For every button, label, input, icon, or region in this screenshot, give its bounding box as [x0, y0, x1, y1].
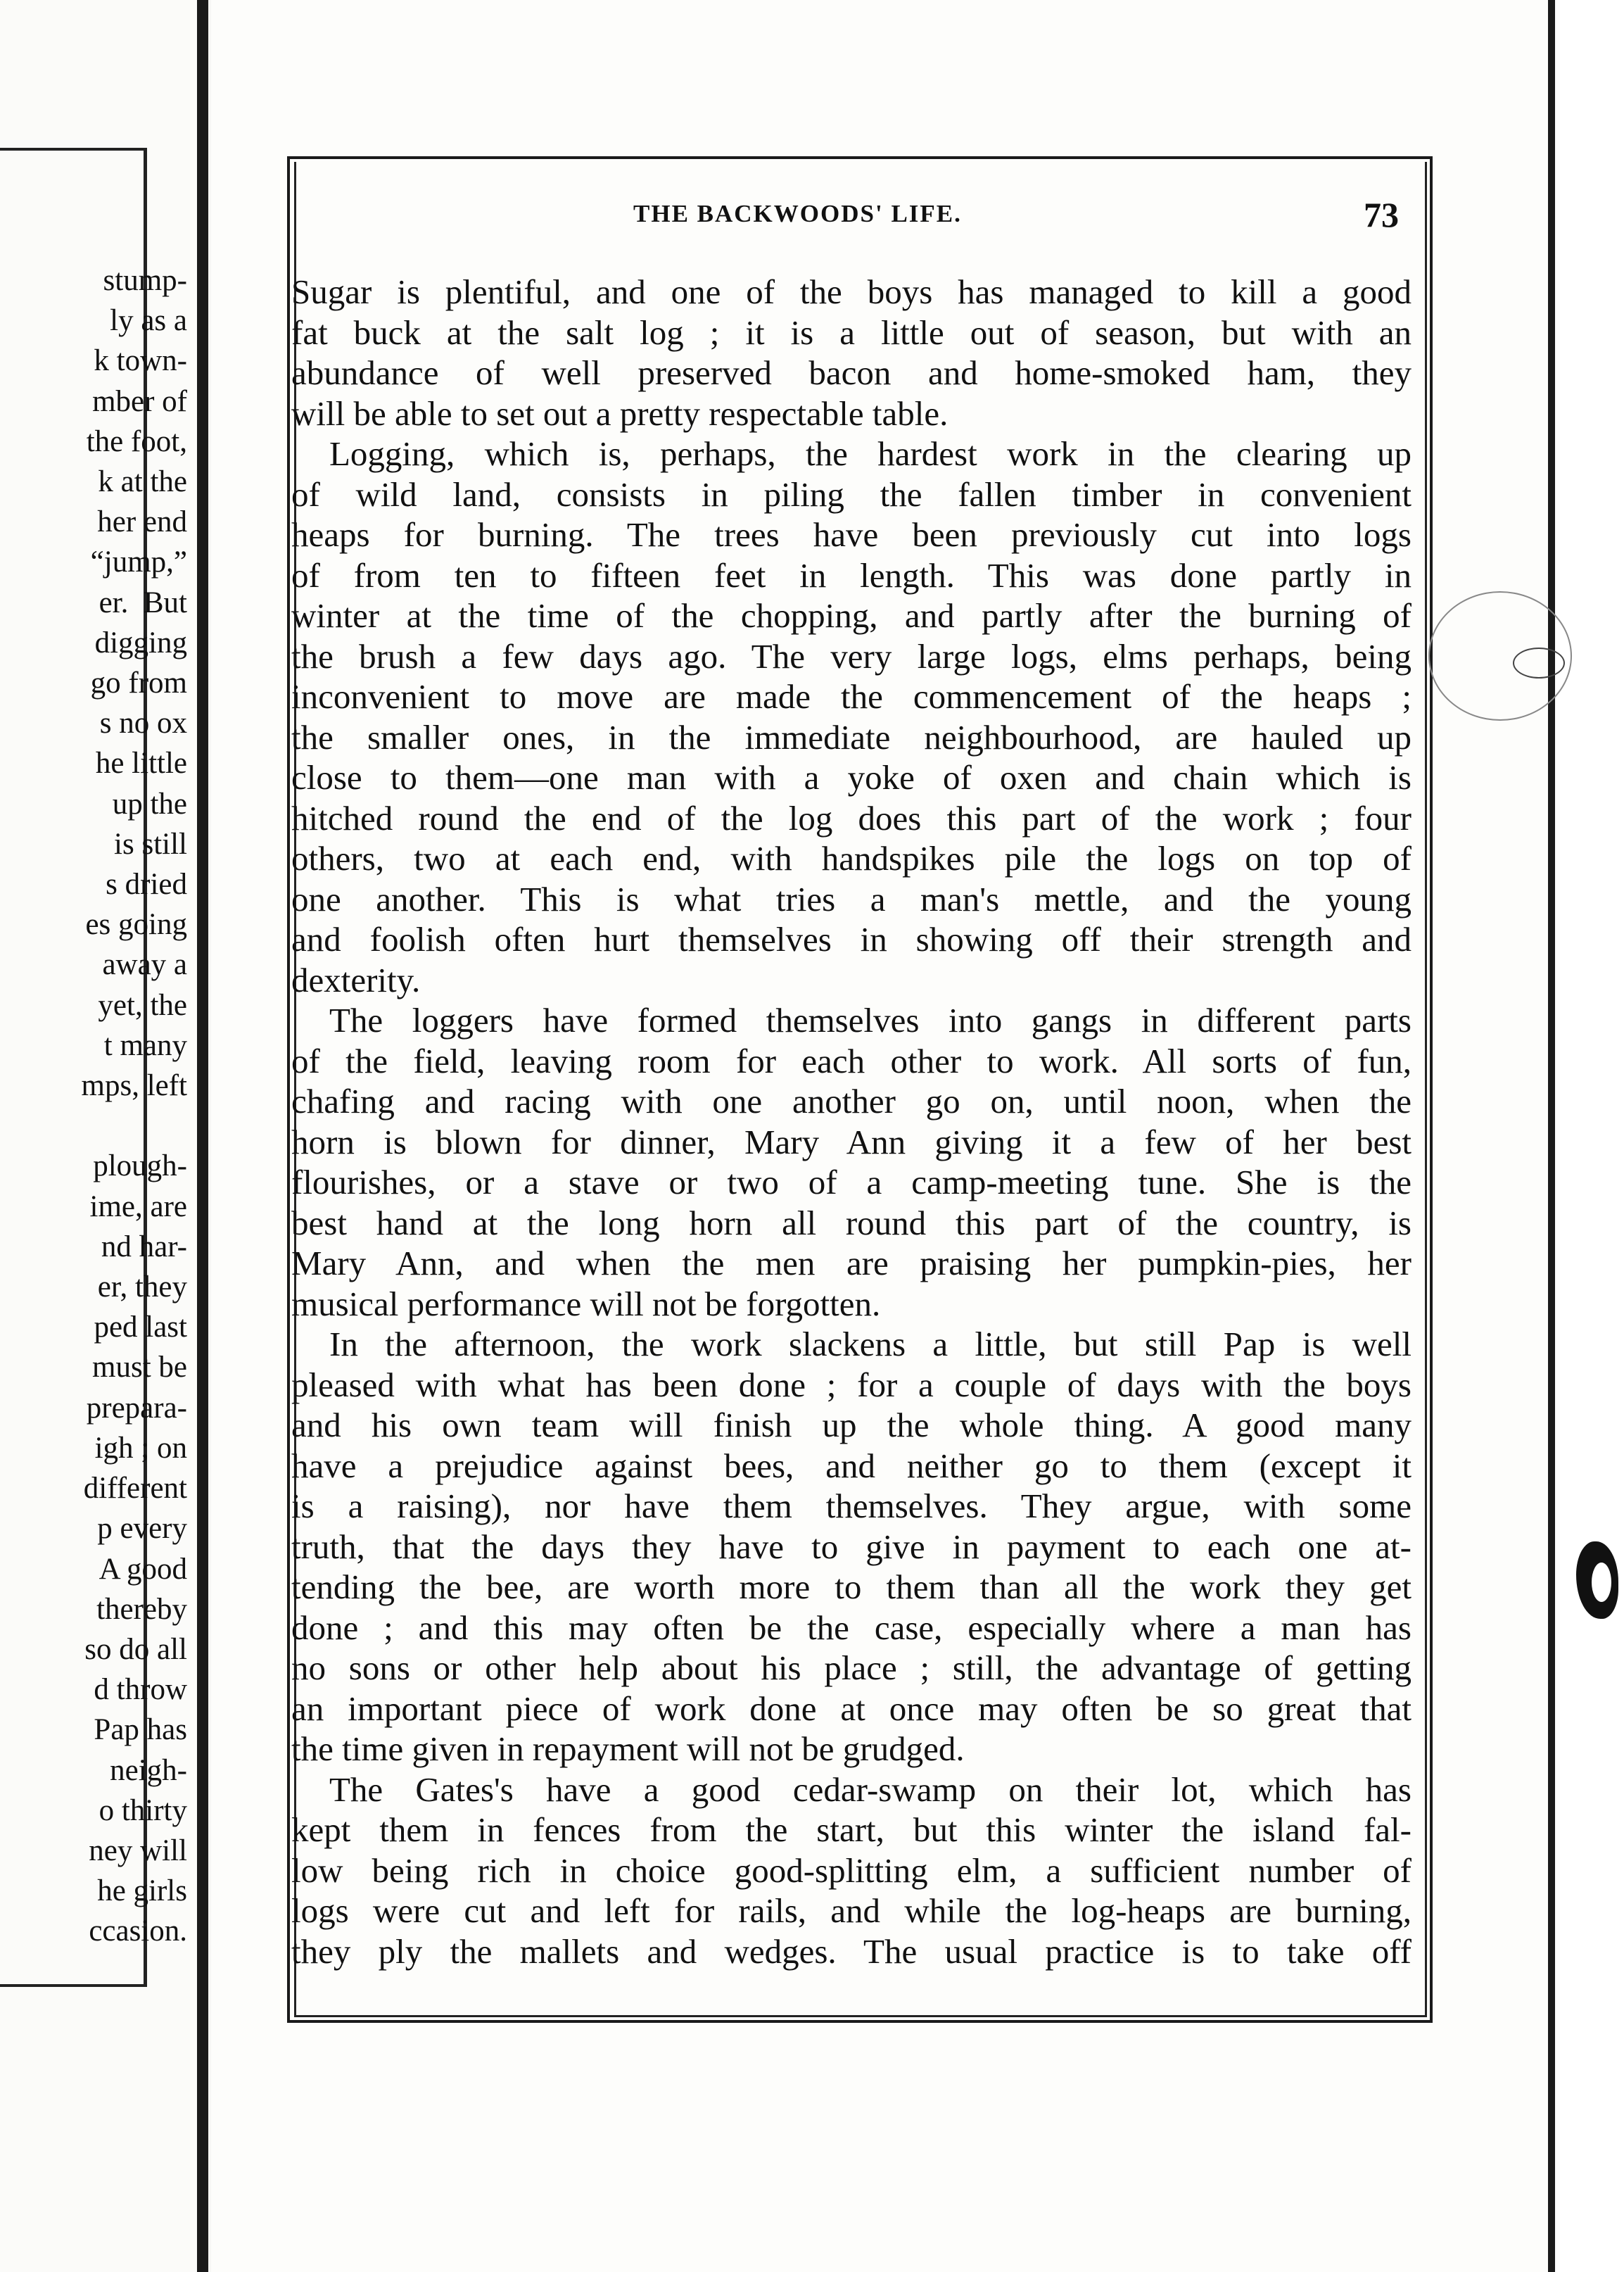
text-line: kept them in fences from the start, but this winter the island fal- — [291, 1810, 1412, 1849]
text-line: the smaller ones, in the immediate neighbourhood, are hauled up — [291, 717, 1412, 757]
text-line: close to them—one man with a yoke of oxen and chain which is — [291, 758, 1412, 797]
text-line: fat buck at the salt log ; it is a little out of season, but with an — [291, 313, 1412, 352]
text-line: Sugar is plentiful, and one of the boys has managed to kill a good — [291, 272, 1412, 311]
previous-page-line: ime, are — [89, 1189, 187, 1223]
text-line: is a raising), nor have them themselves. They argue, with some — [291, 1487, 1412, 1525]
previous-page-line: ney will — [89, 1834, 187, 1867]
previous-page-line: must be — [92, 1351, 187, 1384]
previous-page-line: igh ; on — [94, 1431, 187, 1465]
previous-page-line: mber of — [92, 384, 187, 418]
text-line: and his own team will finish up the whole thing. A good many — [291, 1406, 1412, 1444]
text-line: of the field, leaving room for each other to work. All sorts of fun, — [291, 1041, 1412, 1080]
previous-page-line: he little — [95, 747, 187, 781]
text-line: have a prejudice against bees, and neither go to them (except it — [291, 1446, 1412, 1485]
text-line: chafing and racing with one another go on, until noon, when the — [291, 1082, 1412, 1121]
previous-page-line — [46, 1106, 187, 1146]
previous-page-line: plough- — [93, 1149, 187, 1183]
text-line: musical performance will not be forgotten. — [291, 1284, 881, 1323]
text-line: logs were cut and left for rails, and while the log-heaps are burning, — [291, 1891, 1412, 1930]
previous-page-line: ly as a — [110, 304, 187, 338]
previous-page-line: t many — [103, 1028, 187, 1062]
previous-page-line: different — [83, 1472, 187, 1506]
text-line: Logging, which is, perhaps, the hardest work in the clearing up — [329, 434, 1412, 473]
page-margin-right — [1555, 0, 1624, 2272]
text-line: an important piece of work done at once may often be so great that — [291, 1689, 1412, 1728]
ink-blot-hole — [1592, 1563, 1611, 1602]
text-line: Mary Ann, and when the men are praising her pumpkin-pies, her — [291, 1244, 1412, 1282]
previous-page-line: o thirty — [99, 1793, 187, 1827]
text-line: dexterity. — [291, 960, 421, 999]
previous-page-line: so do all — [84, 1632, 187, 1666]
previous-page-line: away a — [102, 948, 187, 982]
previous-page-line: yet, the — [98, 988, 187, 1022]
previous-page-line: thereby — [96, 1592, 187, 1626]
previous-page-line: es going — [85, 908, 187, 942]
text-line: flourishes, or a stave or two of a camp-meeting tune. She is the — [291, 1163, 1412, 1201]
text-line: In the afternoon, the work slackens a little, but still Pap is well — [329, 1325, 1412, 1363]
text-line: and foolish often hurt themselves in showing off their strength and — [291, 920, 1412, 959]
page-gutter — [201, 0, 208, 2272]
text-line: abundance of well preserved bacon and home-smoked ham, they — [291, 353, 1412, 392]
previous-page-line: the foot, — [86, 424, 187, 458]
previous-page-line: er. But — [99, 586, 187, 619]
text-line: of wild land, consists in piling the fallen timber in convenient — [291, 474, 1412, 514]
text-line: hitched round the end of the log does this part of the work ; four — [291, 798, 1412, 838]
text-line: no sons or other help about his place ; still, the advantage of getting — [291, 1648, 1412, 1687]
text-line: of from ten to fifteen feet in length. This was done partly in — [291, 555, 1412, 595]
previous-page-line: nd har- — [101, 1230, 187, 1263]
text-line: will be able to set out a pretty respectable table. — [291, 393, 949, 433]
text-line: done ; and this may often be the case, especially where a man has — [291, 1608, 1412, 1647]
previous-page-line: prepara- — [86, 1391, 187, 1425]
text-line: best hand at the long horn all round this part of the country, is — [291, 1203, 1412, 1242]
text-line: tending the bee, are worth more to them than all the work they get — [291, 1567, 1412, 1606]
text-line: The loggers have formed themselves into gangs in different parts — [329, 1001, 1412, 1040]
previous-page-line: up the — [112, 787, 187, 821]
previous-page-line: s dried — [106, 868, 187, 902]
previous-page-line: he girls — [97, 1874, 187, 1908]
previous-page-text — [46, 260, 187, 1952]
page-number: 73 — [1364, 195, 1399, 234]
text-line: pleased with what has been done ; for a couple of days with the boys — [291, 1365, 1412, 1404]
previous-page-line: stump- — [103, 264, 187, 297]
previous-page-line: “jump,” — [90, 545, 187, 579]
text-line: horn is blown for dinner, Mary Ann giving it a few of her best — [291, 1122, 1412, 1161]
previous-page-line: p every — [97, 1512, 187, 1546]
text-line: low being rich in choice good-splitting elm, a sufficient number of — [291, 1850, 1412, 1890]
previous-page-line: ped last — [94, 1311, 187, 1344]
text-line: one another. This is what tries a man's mettle, and the young — [291, 879, 1412, 919]
previous-page-line: is still — [114, 827, 187, 861]
previous-page-line: digging — [94, 626, 187, 659]
text-line: heaps for burning. The trees have been previously cut into logs — [291, 515, 1412, 554]
previous-page-line: k town- — [94, 344, 187, 378]
previous-page-line: her end — [97, 505, 187, 539]
text-line: the time given in repayment will not be grudged. — [291, 1729, 965, 1768]
previous-page-line: mps, left — [81, 1069, 187, 1103]
text-line: inconvenient to move are made the commencement of the heaps ; — [291, 677, 1412, 716]
previous-page-line: d throw — [94, 1673, 187, 1707]
stray-thread-mark — [1428, 591, 1572, 721]
text-line: others, two at each end, with handspikes pile the logs on top of — [291, 839, 1412, 878]
running-head: THE BACKWOODS' LIFE. — [633, 200, 962, 227]
previous-page-line: neigh- — [110, 1753, 187, 1787]
text-line: they ply the mallets and wedges. The usual practice is to take off — [291, 1931, 1412, 1971]
previous-page-line: ccasion. — [89, 1914, 187, 1948]
text-line: The Gates's have a good cedar-swamp on their lot, which has — [329, 1769, 1412, 1809]
text-line: truth, that the days they have to give in payment to each one at- — [291, 1527, 1412, 1566]
previous-page-line: k at the — [98, 465, 187, 499]
text-line: the brush a few days ago. The very large logs, elms perhaps, being — [291, 636, 1412, 676]
body-text — [291, 272, 1412, 1971]
previous-page-line: go from — [90, 667, 187, 700]
previous-page-line: er, they — [97, 1270, 187, 1304]
previous-page-line: Pap has — [94, 1713, 187, 1747]
page-edge-line — [1548, 0, 1555, 2272]
previous-page — [0, 0, 201, 2272]
previous-page-line: A good — [99, 1552, 187, 1586]
previous-page-line: s no ox — [99, 707, 187, 740]
text-line: winter at the time of the chopping, and partly after the burning of — [291, 596, 1412, 635]
